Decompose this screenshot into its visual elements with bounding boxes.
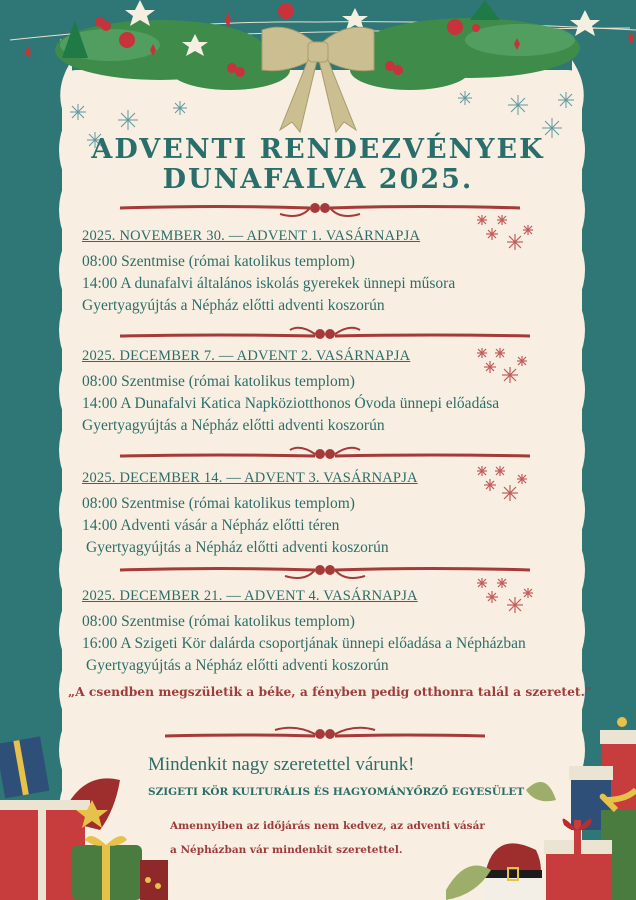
section-heading: 2025. DECEMBER 21. — ADVENT 4. VASÁRNAPJA <box>82 588 418 604</box>
event-line: Gyertyagyújtás a Népház előtti adventi koszorún <box>86 539 389 556</box>
event-line: Gyertyagyújtás a Népház előtti adventi koszorún <box>82 297 385 314</box>
weather-note-line-2: a Népházban vár mindenkit szeretettel. <box>170 844 403 856</box>
organizer-name: SZIGETI KÖR KULTURÁLIS ÉS HAGYOMÁNYŐRZŐ EGYESÜLET <box>148 786 525 798</box>
section-heading: 2025. DECEMBER 7. — ADVENT 2. VASÁRNAPJA <box>82 348 411 364</box>
event-line: 08:00 Szentmise (római katolikus templom) <box>82 253 355 270</box>
ornamental-divider <box>120 442 530 464</box>
event-line: 08:00 Szentmise (római katolikus templom) <box>82 495 355 512</box>
gift-boxes-left-decoration <box>0 730 190 900</box>
welcome-message: Mindenkit nagy szeretettel várunk! <box>148 754 415 775</box>
event-line: 16:00 A Szigeti Kör dalárda csoportjának ünnepi előadása a Népházban <box>82 635 526 652</box>
ornamental-divider <box>120 200 520 222</box>
event-line: 14:00 Adventi vásár a Népház előtti téren <box>82 517 340 534</box>
poster-title-line-2: DUNAFALVA 2025. <box>162 164 474 195</box>
pine-garland-with-bow-decoration <box>0 0 636 150</box>
event-section-advent-2 <box>82 348 582 437</box>
event-line: 08:00 Szentmise (római katolikus templom) <box>82 373 355 390</box>
event-section-advent-1 <box>82 228 582 317</box>
event-section-advent-4 <box>82 588 582 677</box>
event-line: 14:00 A dunafalvi általános iskolás gyerekek ünnepi műsora <box>82 275 456 292</box>
event-line: 08:00 Szentmise (római katolikus templom) <box>82 613 355 630</box>
event-line: Gyertyagyújtás a Népház előtti adventi koszorún <box>86 657 389 674</box>
event-line: Gyertyagyújtás a Népház előtti adventi koszorún <box>82 417 385 434</box>
section-heading: 2025. NOVEMBER 30. — ADVENT 1. VASÁRNAPJA <box>82 228 421 244</box>
event-line: 14:00 A Dunafalvi Katica Napköziotthonos Óvoda ünnepi előadása <box>82 395 500 412</box>
section-heading: 2025. DECEMBER 14. — ADVENT 3. VASÁRNAPJA <box>82 470 418 486</box>
quote-text: „A csendben megszületik a béke, a fényben pedig otthonra talál a szeretet.” <box>68 684 592 699</box>
ornamental-divider <box>120 562 530 584</box>
ornamental-divider <box>120 322 530 344</box>
gift-boxes-right-decoration <box>446 670 636 900</box>
ornamental-divider <box>165 722 485 742</box>
event-section-advent-3 <box>82 470 582 559</box>
poster-title-line-1: ADVENTI RENDEZVÉNYEK <box>91 134 545 165</box>
weather-note-line-1: Amennyiben az időjárás nem kedvez, az adventi vásár <box>170 820 485 832</box>
